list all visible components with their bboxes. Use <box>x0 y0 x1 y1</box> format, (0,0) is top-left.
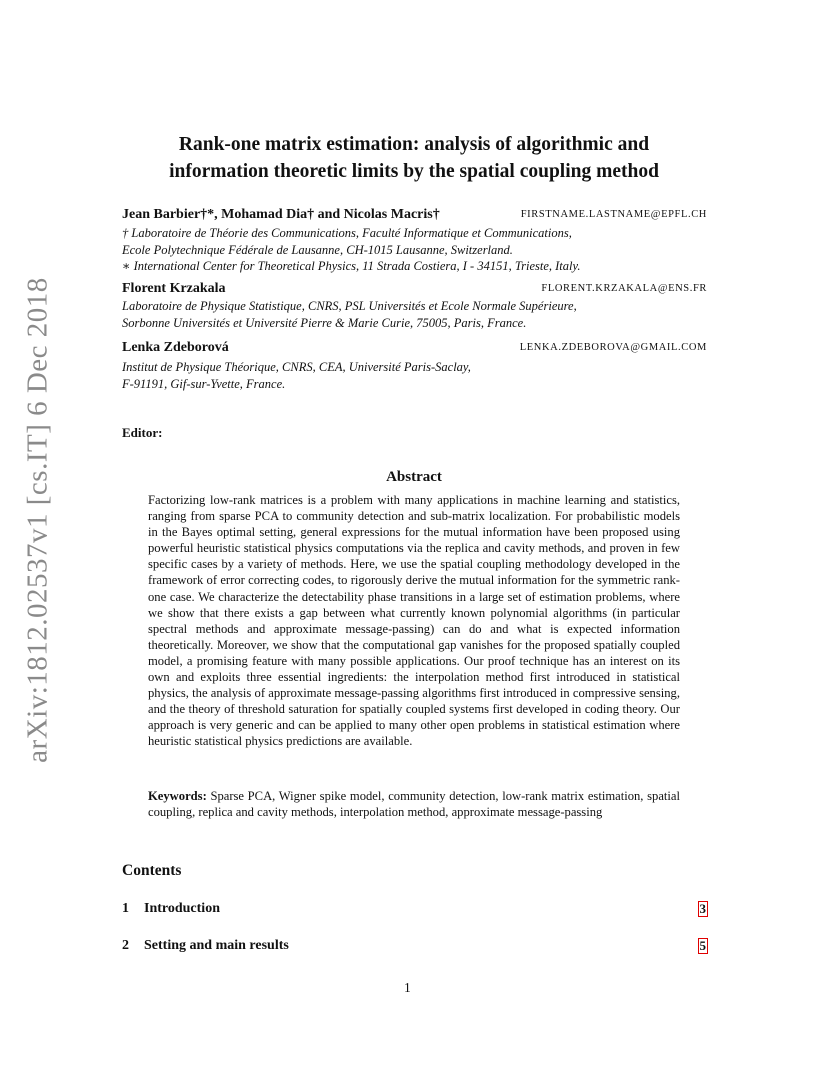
toc-entry-2-number: 2 <box>122 938 129 953</box>
affiliation-1-line-3: ∗ International Center for Theoretical Physics, 11 Strada Costiera, I - 34151, Trieste, Italy. <box>122 259 581 273</box>
keywords <box>148 788 680 820</box>
title-line-2: information theoretic limits by the spatial coupling method <box>169 161 659 182</box>
toc-entry-1-page-link[interactable]: 3 <box>699 901 706 916</box>
author-email-1[interactable]: FIRSTNAME.LASTNAME@EPFL.CH <box>520 209 707 220</box>
author-group-1: Jean Barbier†*, Mohamad Dia† and Nicolas Macris† <box>122 207 440 222</box>
toc-entry-1-title[interactable]: Introduction <box>144 901 220 916</box>
toc-entry-1-label <box>122 901 220 917</box>
toc-entry-2-title[interactable]: Setting and main results <box>144 938 289 953</box>
affiliation-3-line-1: Institut de Physique Théorique, CNRS, CEA, Université Paris-Saclay, <box>122 360 471 374</box>
author-email-2[interactable]: FLORENT.KRZAKALA@ENS.FR <box>541 283 707 294</box>
arxiv-sidebar-stamp <box>18 277 58 763</box>
arxiv-identifier[interactable]: arXiv:1812.02537v1 [cs.IT] 6 Dec 2018 <box>21 277 54 763</box>
affiliation-1-line-1: † Laboratoire de Théorie des Communications, Faculté Informatique et Communications, <box>122 226 572 240</box>
affiliation-1-line-2: Ecole Polytechnique Fédérale de Lausanne, CH-1015 Lausanne, Switzerland. <box>122 242 513 257</box>
toc-entry-2-label <box>122 938 289 954</box>
author-name-2: Florent Krzakala <box>122 281 226 296</box>
keywords-text: Sparse PCA, Wigner spike model, community detection, low-rank matrix estimation, spatial coupling, replica and cavity methods, interpolation method, approximate message-passing <box>148 789 680 820</box>
page-number: 1 <box>404 980 411 995</box>
paper-title <box>110 131 718 185</box>
title-line-1: Rank-one matrix estimation: analysis of algorithmic and <box>178 134 650 155</box>
toc-entry-1-number: 1 <box>122 901 129 916</box>
affiliation-2-line-2: Sorbonne Universités et Université Pierre & Marie Curie, 75005, Paris, France. <box>122 315 527 330</box>
affiliation-3-line-2: F-91191, Gif-sur-Yvette, France. <box>122 376 286 391</box>
affiliation-3 <box>122 359 722 392</box>
author-email-3[interactable]: LENKA.ZDEBOROVA@GMAIL.COM <box>519 342 707 353</box>
abstract-heading: Abstract <box>386 469 442 485</box>
affiliation-2 <box>122 298 722 331</box>
toc-entry-2-page-link[interactable]: 5 <box>699 938 706 953</box>
keywords-label: Keywords: <box>148 789 207 803</box>
editor-label: Editor: <box>122 425 163 440</box>
toc-entry-2[interactable] <box>122 938 708 954</box>
affiliation-1 <box>122 225 722 275</box>
abstract-text: Factorizing low-rank matrices is a problem with many applications in machine learning and statistics, ranging from sparse PCA to community detection and sub-matrix localization. For probabilistic models in the Bayes optimal setting, general expressions for the mutual information have been proposed using powerful heuristic statistical physics computations via the replica and cavity methods, and proven in few specific cases by a variety of methods. Here, we use the spatial coupling methodology developed in the framework of error correcting codes, to rigorously derive the mutual information for the symmetric rank-one case. We characterize the detectability phase transitions in a large set of estimation problems, where we show that there exists a gap between what currently known polynomial algorithms (in particular spectral methods and approximate message-passing) can do and what is expected information theoretically. Moreover, we show that the computational gap vanishes for the proposed spatially coupled model, a promising feature with many possible applications. Our proof technique has an interest on its own and exploits three essential ingredients: the interpolation method first introduced in statistical physics, the analysis of approximate message-passing algorithms first introduced in compressive sensing, and the theory of threshold saturation for spatially coupled systems first developed in coding theory. Our approach is very generic and can be applied to many other open problems in statistical estimation where heuristic statistical physics predictions are available. <box>148 493 680 749</box>
toc-entry-1[interactable] <box>122 901 708 917</box>
affiliation-2-line-1: Laboratoire de Physique Statistique, CNRS, PSL Universités et Ecole Normale Supérieure, <box>122 299 577 313</box>
contents-heading: Contents <box>122 862 182 879</box>
author-name-3: Lenka Zdeborová <box>122 340 229 355</box>
